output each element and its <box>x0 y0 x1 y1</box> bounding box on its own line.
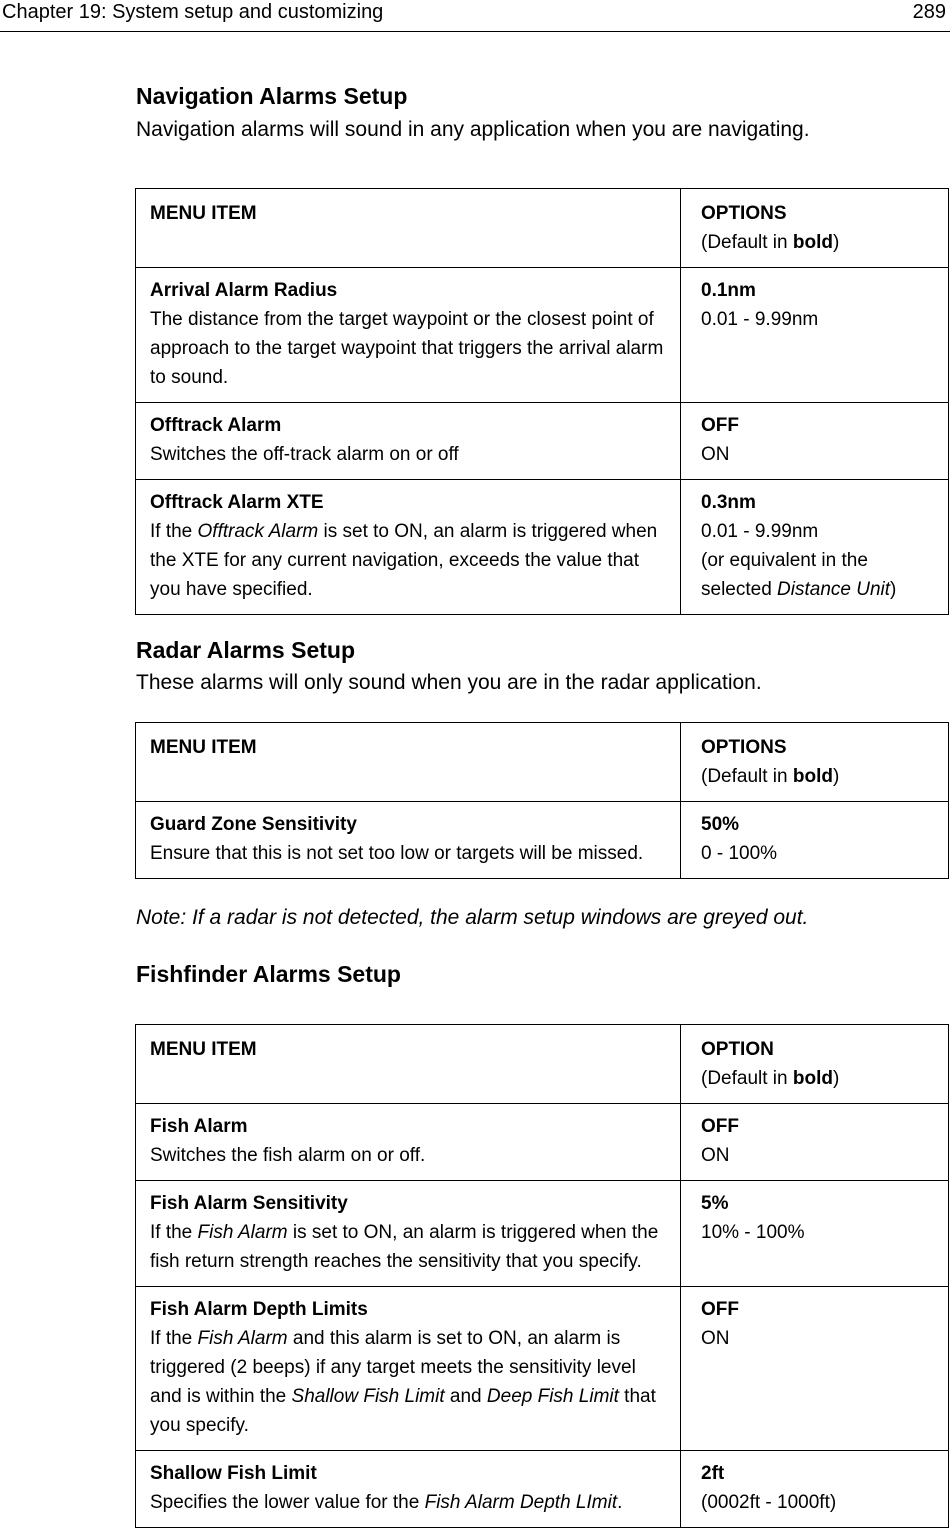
table-row <box>136 480 949 615</box>
options-cell <box>681 1104 949 1181</box>
nav-alarms-table <box>135 188 949 615</box>
table-row <box>136 403 949 480</box>
option-range: ON <box>701 1328 730 1349</box>
option-range: 0 - 100% <box>701 843 778 864</box>
menu-item-desc: If the Fish Alarm is set to ON, an alarm is triggered when the fish return strength reaches the sensitivity that you specify. <box>150 1222 659 1272</box>
fish-alarms-table <box>135 1024 949 1528</box>
menu-item-name: Arrival Alarm Radius <box>150 280 338 301</box>
options-header: OPTIONS (Default in bold) <box>681 723 949 802</box>
chapter-title: Chapter 19: System setup and customizing <box>2 1 384 23</box>
table-row <box>136 1104 949 1181</box>
menu-item-name: Fish Alarm Sensitivity <box>150 1193 348 1214</box>
table-header-row <box>136 189 949 268</box>
options-cell <box>681 480 949 615</box>
menu-item-cell <box>136 403 681 480</box>
default-option: 50% <box>701 814 740 835</box>
options-header: OPTIONS (Default in bold) <box>681 189 949 268</box>
table-row <box>136 268 949 403</box>
menu-item-cell <box>136 802 681 879</box>
menu-item-desc: Specifies the lower value for the Fish Alarm Depth LImit. <box>150 1492 623 1513</box>
nav-section-title: Navigation Alarms Setup <box>136 83 408 109</box>
radar-section-intro: These alarms will only sound when you are in the radar application. <box>136 671 762 694</box>
menu-item-name: Offtrack Alarm <box>150 415 282 436</box>
option-range: ON <box>701 1145 730 1166</box>
table-row <box>136 1451 949 1528</box>
menu-item-desc: Switches the off-track alarm on or off <box>150 444 459 465</box>
menu-item-desc: If the Offtrack Alarm is set to ON, an alarm is triggered when the XTE for any current navigation, exceeds the value that you have specified. <box>150 521 658 600</box>
fish-section-title: Fishfinder Alarms Setup <box>136 961 401 987</box>
menu-item-cell <box>136 1451 681 1528</box>
option-range: ON <box>701 444 730 465</box>
option-range: 0.01 - 9.99nm <box>701 521 819 542</box>
menu-item-cell <box>136 1181 681 1287</box>
options-cell <box>681 1181 949 1287</box>
table-row <box>136 1287 949 1451</box>
menu-item-desc: If the Fish Alarm and this alarm is set to ON, an alarm is triggered (2 beeps) if any target meets the sensitivity level and is within the Shallow Fish Limit and Deep Fish Limit that you specify. <box>150 1328 656 1436</box>
table-row <box>136 802 949 879</box>
page-header <box>0 0 950 32</box>
default-option: OFF <box>701 1299 739 1320</box>
options-header: OPTION (Default in bold) <box>681 1025 949 1104</box>
radar-alarms-table <box>135 722 949 879</box>
menu-item-name: Shallow Fish Limit <box>150 1463 317 1484</box>
option-note: (or equivalent in the selected Distance Unit) <box>701 550 897 600</box>
menu-item-cell <box>136 1287 681 1451</box>
menu-item-desc: Ensure that this is not set too low or targets will be missed. <box>150 843 644 864</box>
default-option: 2ft <box>701 1463 725 1484</box>
menu-item-header: MENU ITEM <box>136 189 681 268</box>
menu-item-name: Fish Alarm Depth Limits <box>150 1299 368 1320</box>
default-option: 0.1nm <box>701 280 756 301</box>
option-range: 10% - 100% <box>701 1222 805 1243</box>
options-cell <box>681 403 949 480</box>
options-cell <box>681 268 949 403</box>
menu-item-cell <box>136 1104 681 1181</box>
options-cell <box>681 802 949 879</box>
menu-item-desc: The distance from the target waypoint or the closest point of approach to the target waypoint that triggers the arrival alarm to sound. <box>150 309 664 388</box>
table-row <box>136 1181 949 1287</box>
radar-section-title: Radar Alarms Setup <box>136 637 355 663</box>
menu-item-header: MENU ITEM <box>136 1025 681 1104</box>
default-option: 5% <box>701 1193 729 1214</box>
menu-item-name: Fish Alarm <box>150 1116 248 1137</box>
nav-section-intro: Navigation alarms will sound in any application when you are navigating. <box>136 118 810 141</box>
menu-item-header: MENU ITEM <box>136 723 681 802</box>
options-cell <box>681 1287 949 1451</box>
page-number: 289 <box>912 1 946 23</box>
menu-item-cell <box>136 480 681 615</box>
options-cell <box>681 1451 949 1528</box>
option-range: (0002ft - 1000ft) <box>701 1492 837 1513</box>
option-range: 0.01 - 9.99nm <box>701 309 819 330</box>
default-option: OFF <box>701 415 739 436</box>
menu-item-cell <box>136 268 681 403</box>
radar-note: Note: If a radar is not detected, the alarm setup windows are greyed out. <box>136 906 809 929</box>
menu-item-desc: Switches the fish alarm on or off. <box>150 1145 426 1166</box>
table-header-row <box>136 723 949 802</box>
menu-item-name: Guard Zone Sensitivity <box>150 814 357 835</box>
table-header-row <box>136 1025 949 1104</box>
default-option: 0.3nm <box>701 492 756 513</box>
default-option: OFF <box>701 1116 739 1137</box>
menu-item-name: Offtrack Alarm XTE <box>150 492 324 513</box>
